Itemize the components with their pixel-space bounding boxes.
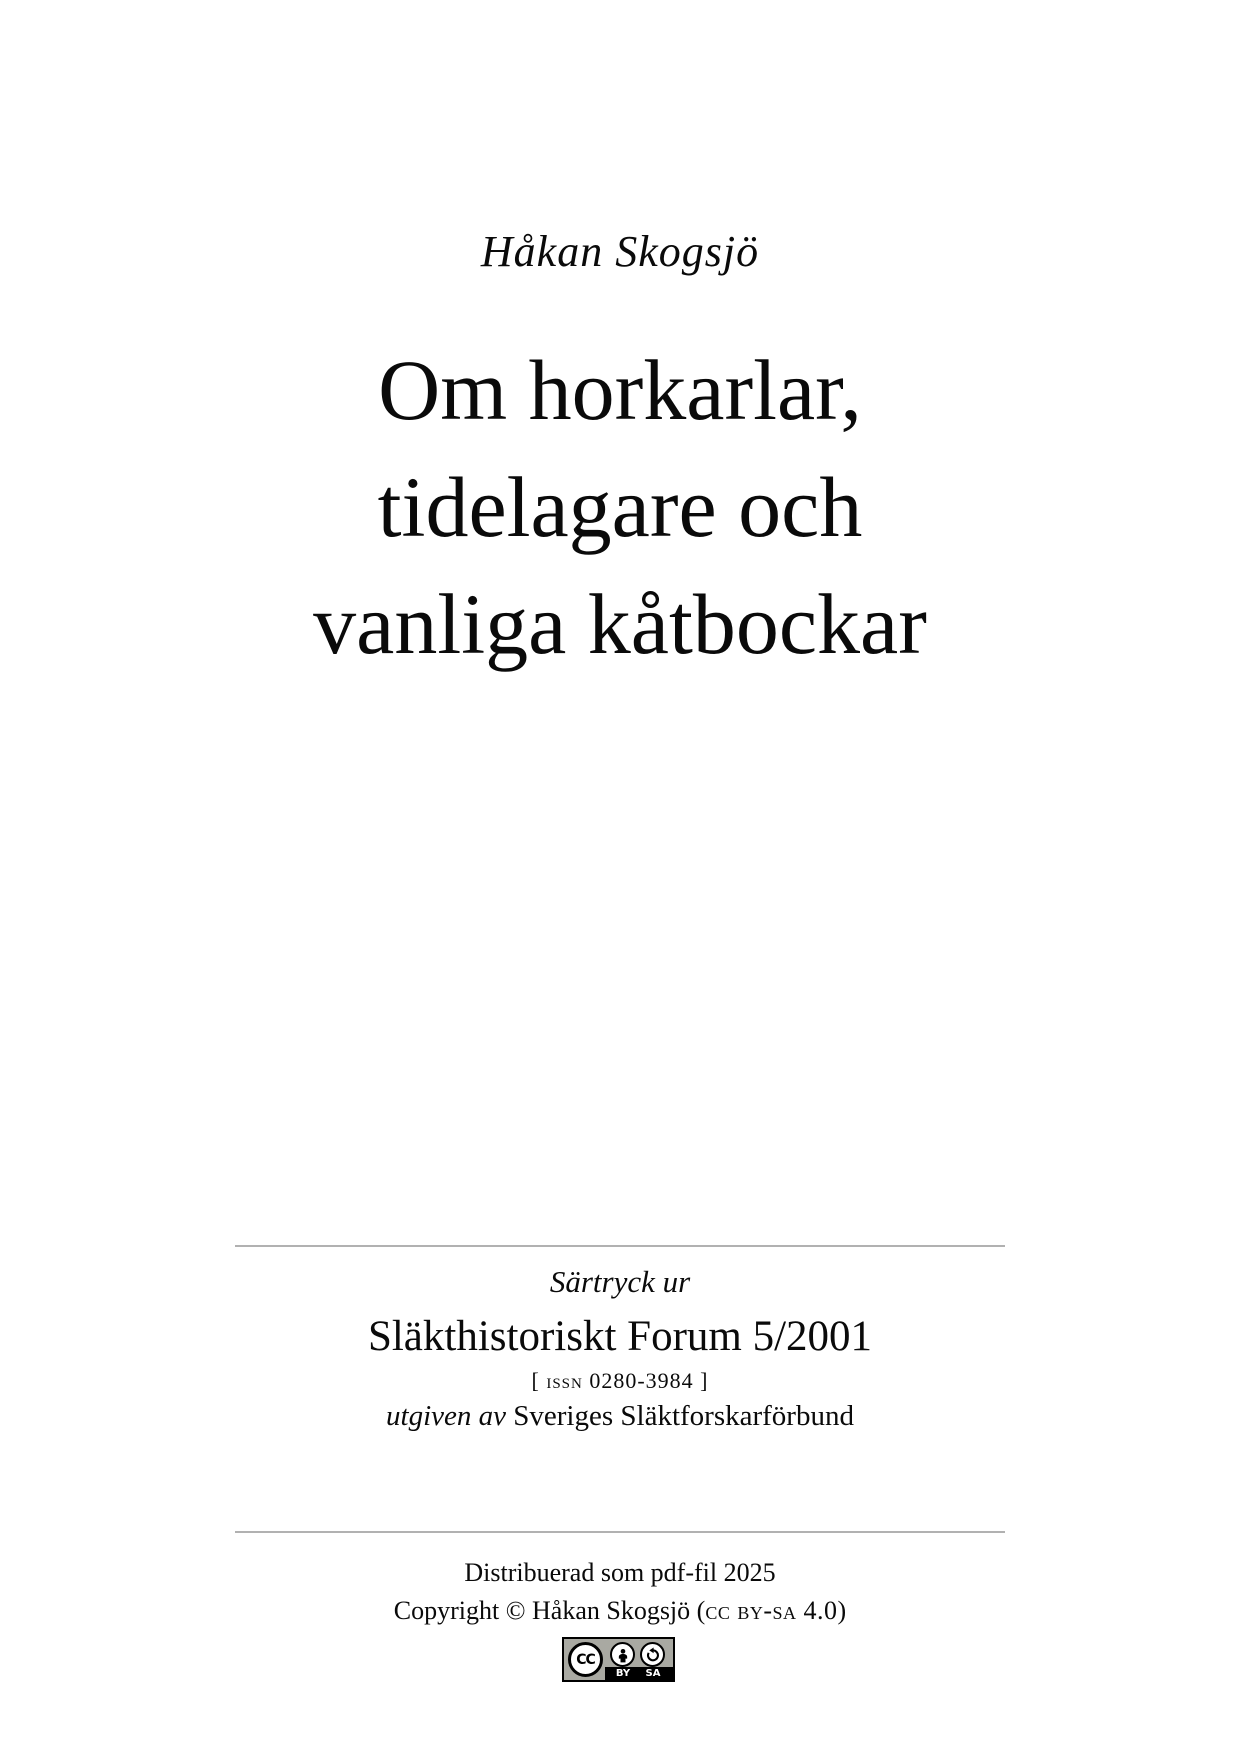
badge-label-strip: [605, 1667, 673, 1680]
copyright-line: [0, 1596, 1240, 1626]
issn-number: [ issn 0280-3984 ]: [531, 1368, 709, 1393]
divider-bottom: [235, 1531, 1005, 1533]
title-line-1: Om horkarlar,: [378, 342, 862, 438]
by-label: BY: [615, 1668, 631, 1679]
share-alike-icon: [640, 1642, 665, 1667]
title-line-3: vanliga kåtbockar: [313, 576, 927, 672]
divider-top: [235, 1245, 1005, 1247]
title-line-2: tidelagare och: [377, 459, 863, 555]
person-icon: [610, 1642, 635, 1667]
sa-label: SA: [645, 1668, 661, 1679]
publisher-prefix: utgiven av: [386, 1400, 507, 1432]
publication-title: Släkthistoriskt Forum 5/2001: [367, 1313, 873, 1360]
copyright-suffix: ): [837, 1596, 847, 1625]
publisher-name: Sveriges Släktforskarförbund: [513, 1400, 854, 1432]
license-text: cc by-sa 4.0: [705, 1596, 838, 1625]
document-title: [0, 332, 1240, 683]
publisher-line: [0, 1400, 1240, 1433]
cc-logo-icon: [568, 1642, 603, 1677]
cc-logo-label: CC: [576, 1651, 595, 1668]
cc-by-sa-badge[interactable]: [562, 1637, 675, 1682]
copyright-prefix: Copyright © Håkan Skogsjö (: [393, 1596, 706, 1625]
series-note: Särtryck ur: [549, 1264, 691, 1299]
author-name: Håkan Skogsjö: [480, 227, 760, 276]
distribution-note: Distribuerad som pdf-fil 2025: [464, 1558, 776, 1587]
